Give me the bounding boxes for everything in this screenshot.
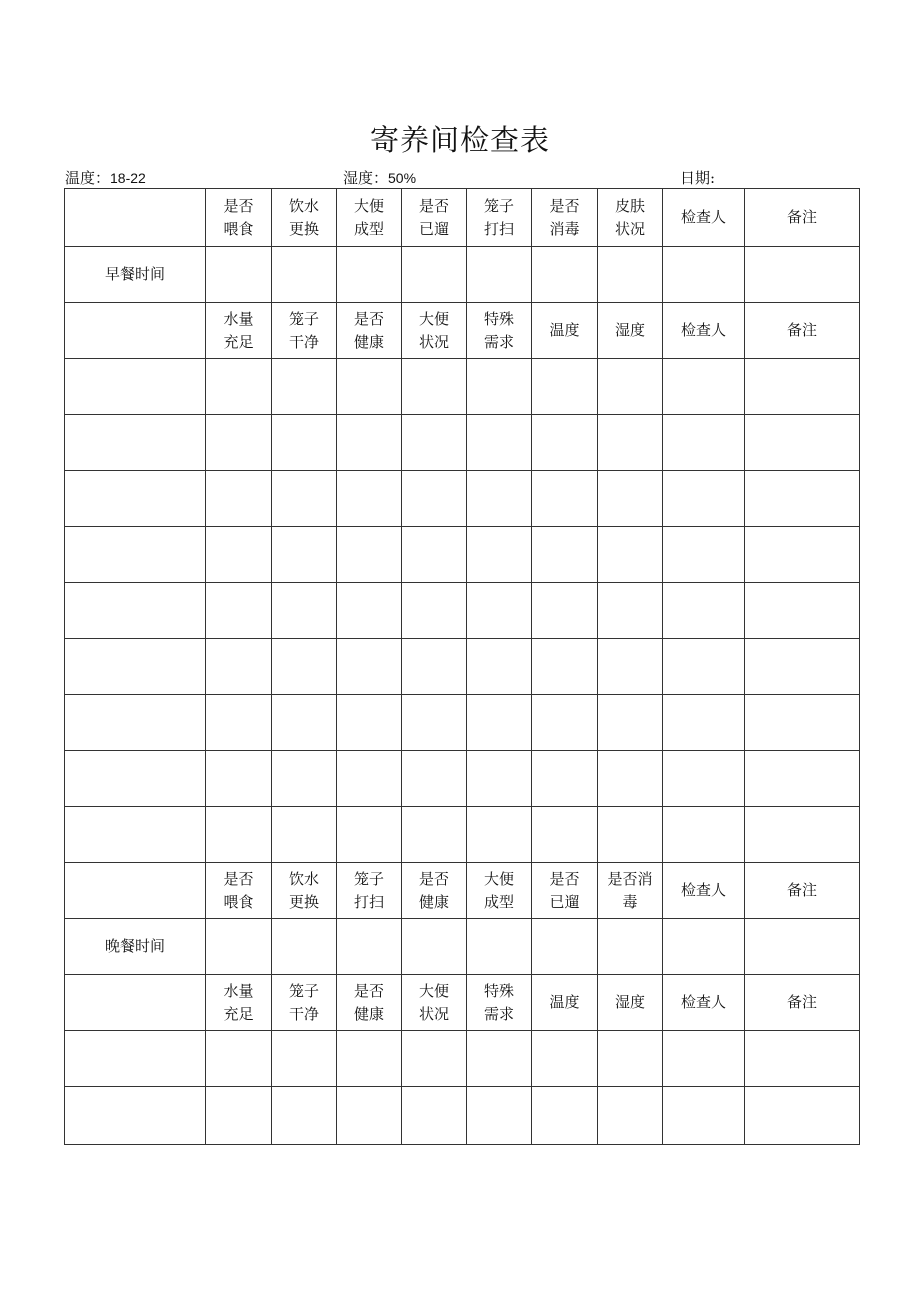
column-header-cell xyxy=(532,189,598,247)
column-header-cell xyxy=(598,863,663,919)
column-header-label: 检查人 xyxy=(680,321,726,339)
entry-cell[interactable] xyxy=(532,1031,598,1087)
table-row xyxy=(65,415,860,471)
entry-cell[interactable] xyxy=(272,527,337,583)
entry-cell[interactable] xyxy=(272,1087,337,1145)
entry-cell[interactable] xyxy=(467,359,532,415)
column-header-label: 是否 消毒 xyxy=(549,196,580,238)
entry-cell[interactable] xyxy=(206,471,272,527)
entry-cell[interactable] xyxy=(337,247,402,303)
entry-cell[interactable] xyxy=(206,247,272,303)
row-label-cell[interactable] xyxy=(65,807,206,863)
entry-cell[interactable] xyxy=(598,639,663,695)
table-row xyxy=(65,303,860,359)
column-header-cell xyxy=(272,303,337,359)
entry-cell[interactable] xyxy=(337,471,402,527)
entry-cell[interactable] xyxy=(467,695,532,751)
column-header-label: 是否 喂食 xyxy=(223,869,254,911)
column-header-label: 湿度 xyxy=(614,321,645,339)
entry-cell[interactable] xyxy=(272,247,337,303)
humidity-value: 50% xyxy=(388,170,417,186)
humidity-field xyxy=(343,167,416,188)
entry-cell[interactable] xyxy=(532,247,598,303)
column-header-cell xyxy=(337,863,402,919)
entry-cell[interactable] xyxy=(745,1031,860,1087)
table-row xyxy=(65,807,860,863)
entry-cell[interactable] xyxy=(272,415,337,471)
row-label-cell xyxy=(65,919,206,975)
entry-cell[interactable] xyxy=(532,583,598,639)
entry-cell[interactable] xyxy=(337,919,402,975)
column-header-label: 是否 健康 xyxy=(418,869,449,911)
column-header-label: 检查人 xyxy=(680,993,726,1011)
entry-cell[interactable] xyxy=(402,359,467,415)
column-header-label: 特殊 需求 xyxy=(483,981,514,1023)
table-row xyxy=(65,247,860,303)
table-row xyxy=(65,639,860,695)
entry-cell[interactable] xyxy=(467,639,532,695)
entry-cell[interactable] xyxy=(467,807,532,863)
row-label-cell[interactable] xyxy=(65,695,206,751)
column-header-label: 备注 xyxy=(786,321,817,339)
entry-cell[interactable] xyxy=(272,1031,337,1087)
entry-cell[interactable] xyxy=(206,919,272,975)
entry-cell[interactable] xyxy=(663,639,745,695)
entry-cell[interactable] xyxy=(337,1031,402,1087)
entry-cell[interactable] xyxy=(402,807,467,863)
entry-cell[interactable] xyxy=(337,1087,402,1145)
entry-cell[interactable] xyxy=(402,919,467,975)
column-header-label: 检查人 xyxy=(680,881,726,899)
entry-cell[interactable] xyxy=(272,359,337,415)
entry-cell[interactable] xyxy=(337,807,402,863)
entry-cell[interactable] xyxy=(337,359,402,415)
row-label-cell[interactable] xyxy=(65,189,206,247)
entry-cell[interactable] xyxy=(467,919,532,975)
entry-cell[interactable] xyxy=(272,639,337,695)
column-header-label: 是否 健康 xyxy=(353,981,384,1023)
column-header-label: 皮肤 状况 xyxy=(614,196,645,238)
column-header-label: 笼子 打扫 xyxy=(483,196,514,238)
entry-cell[interactable] xyxy=(745,471,860,527)
entry-cell[interactable] xyxy=(272,583,337,639)
row-label-cell xyxy=(65,247,206,303)
column-header-label: 饮水 更换 xyxy=(288,196,319,238)
entry-cell[interactable] xyxy=(337,639,402,695)
column-header-cell xyxy=(337,303,402,359)
column-header-label: 是否 喂食 xyxy=(223,196,254,238)
entry-cell[interactable] xyxy=(206,695,272,751)
column-header-cell xyxy=(663,303,745,359)
entry-cell[interactable] xyxy=(745,415,860,471)
column-header-cell xyxy=(532,975,598,1031)
row-label-cell[interactable] xyxy=(65,1087,206,1145)
temperature-value: 18-22 xyxy=(110,170,146,186)
column-header-label: 备注 xyxy=(786,993,817,1011)
column-header-cell xyxy=(467,189,532,247)
row-label-cell[interactable] xyxy=(65,359,206,415)
entry-cell[interactable] xyxy=(467,1087,532,1145)
column-header-label: 笼子 干净 xyxy=(288,309,319,351)
entry-cell[interactable] xyxy=(745,583,860,639)
entry-cell[interactable] xyxy=(402,471,467,527)
column-header-label: 检查人 xyxy=(680,208,726,226)
table-row xyxy=(65,527,860,583)
entry-cell[interactable] xyxy=(663,919,745,975)
column-header-cell xyxy=(272,975,337,1031)
column-header-label: 大便 成型 xyxy=(353,196,384,238)
table-row xyxy=(65,695,860,751)
entry-cell[interactable] xyxy=(598,247,663,303)
entry-cell[interactable] xyxy=(402,639,467,695)
row-label: 晚餐时间 xyxy=(104,937,165,955)
entry-cell[interactable] xyxy=(272,695,337,751)
entry-cell[interactable] xyxy=(402,1031,467,1087)
column-header-label: 是否消 毒 xyxy=(607,869,653,911)
table-row xyxy=(65,189,860,247)
entry-cell[interactable] xyxy=(598,583,663,639)
entry-cell[interactable] xyxy=(206,415,272,471)
column-header-label: 水量 充足 xyxy=(223,309,254,351)
entry-cell[interactable] xyxy=(598,359,663,415)
row-label-cell[interactable] xyxy=(65,863,206,919)
column-header-label: 备注 xyxy=(786,208,817,226)
entry-cell[interactable] xyxy=(467,751,532,807)
column-header-cell xyxy=(402,863,467,919)
entry-cell[interactable] xyxy=(598,415,663,471)
table-row xyxy=(65,863,860,919)
column-header-cell xyxy=(745,863,860,919)
temperature-label: 温度： xyxy=(65,169,111,187)
entry-cell[interactable] xyxy=(467,415,532,471)
row-label-cell[interactable] xyxy=(65,583,206,639)
entry-cell[interactable] xyxy=(745,751,860,807)
entry-cell[interactable] xyxy=(402,751,467,807)
entry-cell[interactable] xyxy=(402,583,467,639)
entry-cell[interactable] xyxy=(532,695,598,751)
column-header-cell xyxy=(206,975,272,1031)
table-row xyxy=(65,583,860,639)
entry-cell[interactable] xyxy=(467,1031,532,1087)
entry-cell[interactable] xyxy=(272,751,337,807)
entry-cell[interactable] xyxy=(467,471,532,527)
entry-cell[interactable] xyxy=(745,807,860,863)
column-header-cell xyxy=(598,189,663,247)
column-header-cell xyxy=(745,975,860,1031)
column-header-cell xyxy=(745,303,860,359)
entry-cell[interactable] xyxy=(532,471,598,527)
column-header-label: 温度 xyxy=(549,993,580,1011)
column-header-cell xyxy=(467,303,532,359)
entry-cell[interactable] xyxy=(402,247,467,303)
entry-cell[interactable] xyxy=(663,1087,745,1145)
row-label: 早餐时间 xyxy=(104,265,165,283)
column-header-cell xyxy=(467,975,532,1031)
entry-cell[interactable] xyxy=(663,583,745,639)
entry-cell[interactable] xyxy=(598,695,663,751)
entry-cell[interactable] xyxy=(206,807,272,863)
entry-cell[interactable] xyxy=(598,919,663,975)
entry-cell[interactable] xyxy=(272,471,337,527)
column-header-label: 大便 成型 xyxy=(483,869,514,911)
column-header-cell xyxy=(745,189,860,247)
entry-cell[interactable] xyxy=(663,415,745,471)
entry-cell[interactable] xyxy=(402,415,467,471)
entry-cell[interactable] xyxy=(206,359,272,415)
column-header-cell xyxy=(272,863,337,919)
column-header-label: 饮水 更换 xyxy=(288,869,319,911)
entry-cell[interactable] xyxy=(206,639,272,695)
column-header-cell xyxy=(467,863,532,919)
entry-cell[interactable] xyxy=(206,1031,272,1087)
column-header-label: 大便 状况 xyxy=(418,309,449,351)
entry-cell[interactable] xyxy=(206,583,272,639)
entry-cell[interactable] xyxy=(532,919,598,975)
column-header-cell xyxy=(532,303,598,359)
entry-cell[interactable] xyxy=(663,1031,745,1087)
entry-cell[interactable] xyxy=(272,919,337,975)
temperature-field xyxy=(65,167,146,188)
column-header-cell xyxy=(663,863,745,919)
row-label-cell[interactable] xyxy=(65,751,206,807)
column-header-label: 大便 状况 xyxy=(418,981,449,1023)
entry-cell[interactable] xyxy=(598,807,663,863)
inspection-table xyxy=(64,188,860,1145)
entry-cell[interactable] xyxy=(206,751,272,807)
table-row xyxy=(65,919,860,975)
entry-cell[interactable] xyxy=(663,807,745,863)
column-header-label: 湿度 xyxy=(614,993,645,1011)
row-label-cell[interactable] xyxy=(65,975,206,1031)
entry-cell[interactable] xyxy=(745,919,860,975)
column-header-cell xyxy=(272,189,337,247)
humidity-label: 湿度： xyxy=(343,169,389,187)
entry-cell[interactable] xyxy=(745,1087,860,1145)
column-header-label: 特殊 需求 xyxy=(483,309,514,351)
entry-cell[interactable] xyxy=(272,807,337,863)
table-row xyxy=(65,975,860,1031)
entry-cell[interactable] xyxy=(598,1031,663,1087)
entry-cell[interactable] xyxy=(467,247,532,303)
column-header-cell xyxy=(532,863,598,919)
entry-cell[interactable] xyxy=(532,1087,598,1145)
entry-cell[interactable] xyxy=(745,639,860,695)
table-row xyxy=(65,1031,860,1087)
row-label-cell[interactable] xyxy=(65,639,206,695)
entry-cell[interactable] xyxy=(532,639,598,695)
column-header-cell xyxy=(206,863,272,919)
entry-cell[interactable] xyxy=(663,695,745,751)
column-header-label: 笼子 打扫 xyxy=(353,869,384,911)
column-header-label: 水量 充足 xyxy=(223,981,254,1023)
entry-cell[interactable] xyxy=(337,751,402,807)
entry-cell[interactable] xyxy=(663,527,745,583)
entry-cell[interactable] xyxy=(206,1087,272,1145)
entry-cell[interactable] xyxy=(663,751,745,807)
date-label: 日期: xyxy=(680,169,716,187)
column-header-label: 是否 已遛 xyxy=(418,196,449,238)
entry-cell[interactable] xyxy=(337,583,402,639)
entry-cell[interactable] xyxy=(402,1087,467,1145)
row-label-cell[interactable] xyxy=(65,1031,206,1087)
entry-cell[interactable] xyxy=(663,359,745,415)
entry-cell[interactable] xyxy=(598,527,663,583)
column-header-cell xyxy=(663,975,745,1031)
column-header-cell xyxy=(337,189,402,247)
entry-cell[interactable] xyxy=(532,415,598,471)
column-header-cell xyxy=(402,975,467,1031)
table-row xyxy=(65,359,860,415)
column-header-cell xyxy=(402,189,467,247)
entry-cell[interactable] xyxy=(598,471,663,527)
row-label-cell[interactable] xyxy=(65,303,206,359)
page-title: 寄养间检查表 xyxy=(369,123,550,157)
column-header-cell xyxy=(337,975,402,1031)
column-header-label: 笼子 干净 xyxy=(288,981,319,1023)
entry-cell[interactable] xyxy=(337,695,402,751)
entry-cell[interactable] xyxy=(532,751,598,807)
column-header-label: 备注 xyxy=(786,881,817,899)
entry-cell[interactable] xyxy=(598,1087,663,1145)
column-header-label: 是否 已遛 xyxy=(549,869,580,911)
column-header-cell xyxy=(206,189,272,247)
entry-cell[interactable] xyxy=(532,359,598,415)
entry-cell[interactable] xyxy=(663,471,745,527)
entry-cell[interactable] xyxy=(598,751,663,807)
column-header-label: 温度 xyxy=(549,321,580,339)
entry-cell[interactable] xyxy=(745,247,860,303)
entry-cell[interactable] xyxy=(337,415,402,471)
entry-cell[interactable] xyxy=(745,359,860,415)
table-row xyxy=(65,471,860,527)
entry-cell[interactable] xyxy=(402,527,467,583)
row-label-cell[interactable] xyxy=(65,415,206,471)
entry-cell[interactable] xyxy=(532,807,598,863)
entry-cell[interactable] xyxy=(745,695,860,751)
column-header-cell xyxy=(206,303,272,359)
table-row xyxy=(65,1087,860,1145)
entry-cell[interactable] xyxy=(206,527,272,583)
entry-cell[interactable] xyxy=(532,527,598,583)
entry-cell[interactable] xyxy=(467,583,532,639)
entry-cell[interactable] xyxy=(337,527,402,583)
entry-cell[interactable] xyxy=(402,695,467,751)
row-label-cell[interactable] xyxy=(65,527,206,583)
column-header-cell xyxy=(402,303,467,359)
column-header-cell xyxy=(598,303,663,359)
column-header-cell xyxy=(663,189,745,247)
entry-cell[interactable] xyxy=(663,247,745,303)
column-header-cell xyxy=(598,975,663,1031)
row-label-cell[interactable] xyxy=(65,471,206,527)
table-row xyxy=(65,751,860,807)
column-header-label: 是否 健康 xyxy=(353,309,384,351)
entry-cell[interactable] xyxy=(467,527,532,583)
date-field xyxy=(680,167,715,188)
entry-cell[interactable] xyxy=(745,527,860,583)
